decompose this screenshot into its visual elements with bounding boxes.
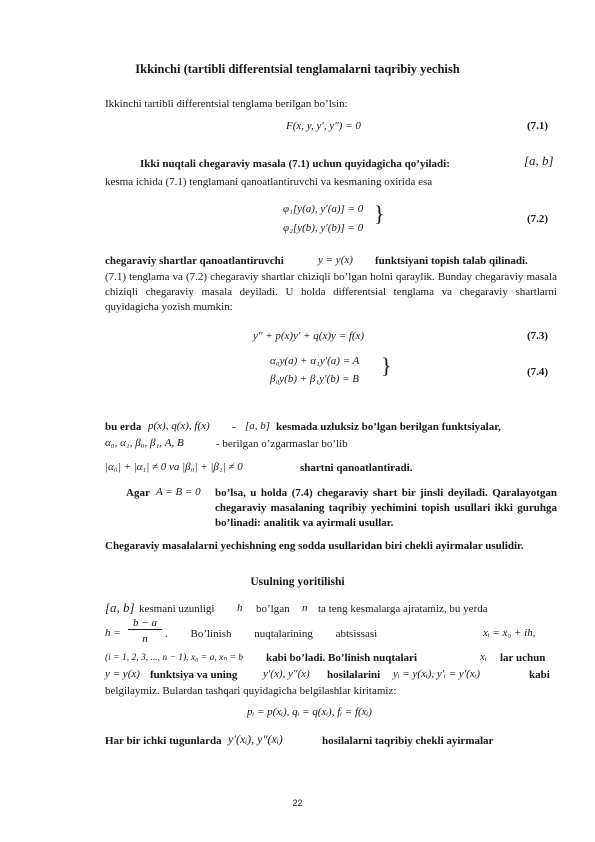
paragraph-5-b-line1 bbox=[215, 486, 557, 531]
paragraph-4-a: bu erda bbox=[105, 421, 142, 433]
paragraph-7-b: bo’lgan bbox=[256, 603, 290, 615]
paragraph-7-d: . Bo’linish nuqtalarining abtsissasi bbox=[165, 628, 378, 640]
paragraph-2-line2: kesma ichida (7.1) tenglamani qanoatlantiruvchi va kesmaning oxirida esa bbox=[105, 176, 433, 188]
grid-values: yᵢ = y(xᵢ), y′ᵢ = y′(xᵢ) bbox=[393, 668, 481, 680]
equation-7-1: F(x, y, y′, y″) = 0 bbox=[286, 120, 361, 132]
brace-7-2: } bbox=[374, 201, 385, 226]
h-definition-numerator: b − a bbox=[128, 617, 162, 630]
paragraph-7-c: ta teng kesmalarga ajratamiz, bu yerda bbox=[318, 603, 488, 615]
paragraph-7-a: kesmani uzunligi bbox=[139, 603, 215, 615]
derivatives-at-nodes: y′(xᵢ), y″(xᵢ) bbox=[228, 732, 283, 746]
function-y-2: y = y(x) bbox=[105, 668, 140, 680]
paragraph-7-i: kabi bbox=[529, 669, 550, 681]
paragraph-7-g: funktsiya va uning bbox=[150, 669, 238, 681]
homogeneous-condition: A = B = 0 bbox=[156, 486, 201, 498]
paragraph-3-start: chegaraviy shartlar qanoatlantiruvchi bbox=[105, 255, 284, 267]
paragraph-4-c: - berilgan o’zgarmaslar bo’lib bbox=[216, 438, 348, 450]
functions-pqf: p(x), q(x), f(x) bbox=[148, 420, 210, 432]
paragraph-3-end: funktsiyani topish talab qilinadi. bbox=[375, 255, 528, 267]
notation-equation: pᵢ = p(xᵢ), qᵢ = q(xᵢ), fᵢ = f(xᵢ) bbox=[247, 706, 372, 718]
page-number: 22 bbox=[292, 798, 303, 808]
paragraph-8-b: hosilalarni taqribiy chekli ayirmalar bbox=[322, 735, 494, 747]
equation-number-7-1: (7.1) bbox=[527, 120, 549, 132]
paragraph-4-dash: - bbox=[232, 421, 236, 433]
interval-ab-2: [a, b] bbox=[245, 420, 271, 432]
paragraph-6: Chegaraviy masalalarni yechishning eng sodda usullaridan biri chekli ayirmalar usulidir. bbox=[105, 540, 524, 552]
equation-number-7-3: (7.3) bbox=[527, 330, 549, 342]
paragraph-7-e: kabi bo’ladi. Bo’linish nuqtalari bbox=[266, 652, 417, 664]
equation-number-7-2: (7.2) bbox=[527, 213, 549, 225]
equation-7-2-line1: φ₁[y(a), y′(a)] = 0 bbox=[283, 203, 364, 215]
section-heading: Usulning yoritilishi bbox=[250, 576, 345, 588]
h-definition-denominator: n bbox=[142, 633, 148, 645]
step-h: h bbox=[237, 602, 243, 614]
intro-text: Ikkinchi tartibli differentsial tenglama berilgan bo’lsin: bbox=[105, 98, 348, 110]
constants: α₀, α₁, β₀, β₁, A, B bbox=[105, 437, 184, 449]
h-definition-lhs: h = bbox=[105, 627, 121, 639]
index-range: (i = 1, 2, 3, ..., n − 1), x₀ = a, xₙ = b bbox=[105, 653, 244, 663]
nondegeneracy-condition: |α₀| + |α₁| ≠ 0 va |β₀| + |β₁| ≠ 0 bbox=[105, 461, 243, 473]
paragraph-5-a: Agar bbox=[126, 487, 150, 499]
paragraph-5-b: bo’lsa, u holda (7.4) chegaraviy shart bir jinsli deyiladi. Qaralayotgan chegaraviy masalaning taqribiy yechimini topish usullari ikki guruhga bo’linadi: analitik va ayirmali usullar. bbox=[215, 487, 557, 529]
equation-7-2-line2: φ₂[y(b), y′(b)] = 0 bbox=[283, 222, 364, 234]
equation-7-3: y″ + p(x)y′ + q(x)y = f(x) bbox=[253, 330, 365, 342]
paragraph-7-h: hosilalarini bbox=[327, 669, 381, 681]
paragraph-4-b: kesmada uzluksiz bo’lgan berilgan funktsiyalar, bbox=[276, 421, 501, 433]
paragraph-2-line1: Ikki nuqtali chegaraviy masala (7.1) uchun quyidagicha qo’yiladi: bbox=[140, 158, 450, 170]
node-formula: xᵢ = x₀ + ih, bbox=[483, 627, 536, 639]
brace-7-4: } bbox=[381, 353, 392, 378]
function-y: y = y(x) bbox=[318, 254, 353, 266]
interval-ab-3: [a, b] bbox=[105, 600, 135, 615]
paragraph-3-body: (7.1) tenglama va (7.2) chegaraviy shartlar chiziqli bo’lgan holni qaraylik. Bunday chegaraviy masala chiziqli chegaraviy masala deyiladi. U holda differentsial tenglama va chegaraviy shartlarni quyidagicha yozish mumkin: bbox=[105, 271, 557, 313]
interval-ab: [a, b] bbox=[524, 153, 554, 168]
equation-7-4-line1: α₀y(a) + α₁y′(a) = A bbox=[270, 355, 360, 367]
paragraph-7-j: belgilaymiz. Bulardan tashqari quyidagicha belgilashlar kiritamiz: bbox=[105, 685, 397, 697]
count-n: n bbox=[302, 602, 308, 614]
equation-number-7-4: (7.4) bbox=[527, 366, 549, 378]
paragraph-8-a: Har bir ichki tugunlarda bbox=[105, 735, 222, 747]
paragraph-4-d: shartni qanoatlantiradi. bbox=[300, 462, 413, 474]
node-xi: xᵢ bbox=[480, 651, 487, 663]
page-title: Ikkinchi (tartibli differentsial tenglamalarni taqribiy yechish bbox=[135, 62, 460, 76]
paragraph-7-f: lar uchun bbox=[500, 652, 546, 664]
derivatives: y′(x), y″(x) bbox=[263, 668, 310, 680]
equation-7-4-line2: β₀y(b) + β₁y′(b) = B bbox=[270, 373, 359, 385]
